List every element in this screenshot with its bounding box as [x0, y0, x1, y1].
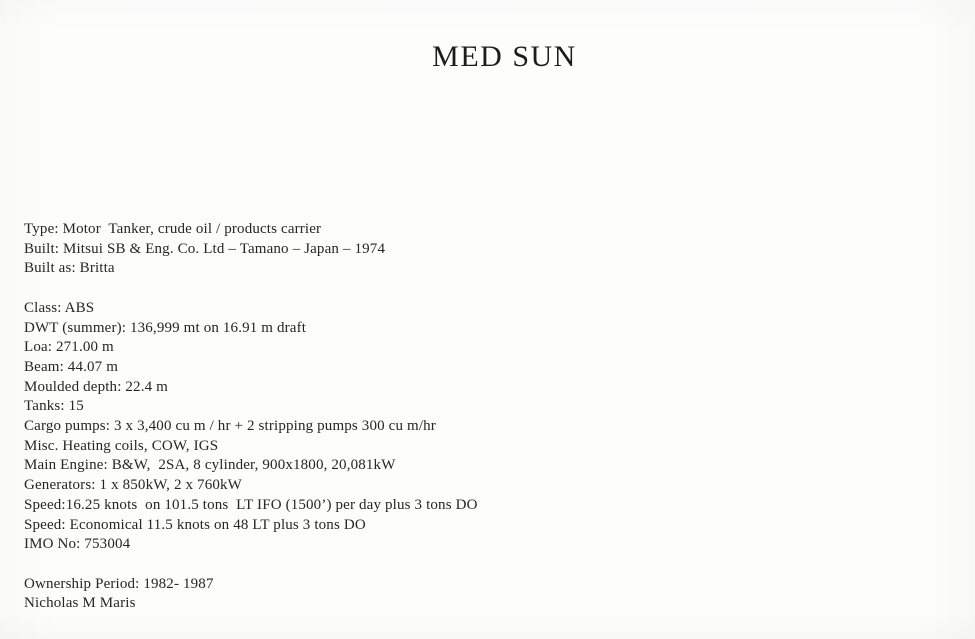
spec-line-built: Built: Mitsui SB & Eng. Co. Ltd – Tamano – Japan – 1974 [24, 240, 386, 257]
spec-text-block [24, 220, 478, 634]
spec-line-ownership-period: Ownership Period: 1982- 1987 [24, 575, 214, 592]
spec-line-imo-no: IMO No: 753004 [24, 536, 131, 553]
spec-line-speed-economical: Speed: Economical 11.5 knots on 48 LT plus 3 tons DO [24, 516, 366, 533]
spec-line-dwt: DWT (summer): 136,999 mt on 16.91 m draft [24, 319, 307, 336]
spec-line-owner-name: Nicholas M Maris [24, 595, 136, 612]
spec-line-misc: Misc. Heating coils, COW, IGS [24, 437, 219, 454]
spec-group-specifications [24, 299, 478, 555]
spec-line-moulded-depth: Moulded depth: 22.4 m [24, 378, 168, 395]
spec-line-type: Type: Motor Tanker, crude oil / products carrier [24, 221, 322, 237]
spec-line-cargo-pumps: Cargo pumps: 3 x 3,400 cu m / hr + 2 stripping pumps 300 cu m/hr [24, 418, 436, 435]
spec-line-loa: Loa: 271.00 m [24, 339, 114, 356]
spec-line-speed-laden: Speed:16.25 knots on 101.5 tons LT IFO (1500’) per day plus 3 tons DO [24, 496, 478, 513]
spec-line-tanks: Tanks: 15 [24, 398, 84, 415]
spec-group-ownership [24, 575, 478, 614]
spec-line-main-engine: Main Engine: B&W, 2SA, 8 cylinder, 900x1800, 20,081kW [24, 457, 396, 474]
spec-group-identity [24, 220, 478, 279]
page-title: MED SUN [432, 40, 577, 73]
spec-line-generators: Generators: 1 x 850kW, 2 x 760kW [24, 477, 242, 494]
spec-line-beam: Beam: 44.07 m [24, 358, 119, 375]
spec-line-class: Class: ABS [24, 299, 95, 316]
spec-line-built-as: Built as: Britta [24, 260, 115, 277]
